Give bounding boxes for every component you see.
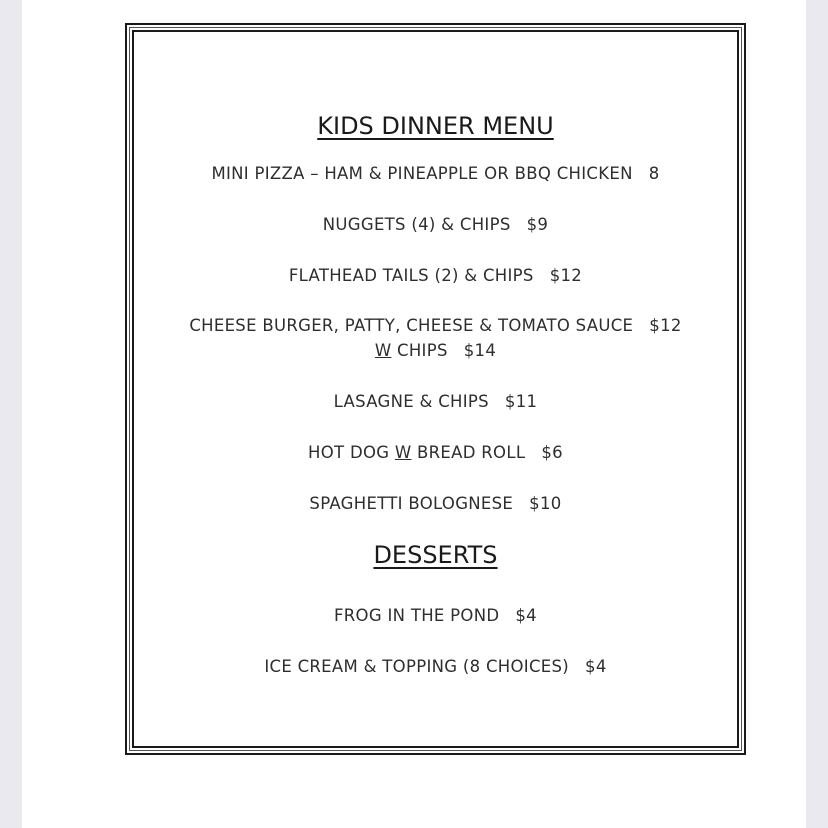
item-price: $12 xyxy=(649,316,682,335)
document-page xyxy=(22,0,806,828)
item-price: $10 xyxy=(529,494,562,513)
item-name: BREAD ROLL xyxy=(417,443,526,462)
dessert-item-ice-cream xyxy=(127,654,744,679)
dessert-item-frog-in-the-pond xyxy=(127,603,744,628)
item-price: $4 xyxy=(585,657,607,676)
menu-item-lasagne xyxy=(127,389,744,414)
item-name: SPAGHETTI BOLOGNESE xyxy=(309,494,514,513)
menu-item-hot-dog xyxy=(127,440,744,465)
item-price: $14 xyxy=(463,341,497,360)
menu-item-cheese-burger-chips xyxy=(127,338,744,363)
menu-content xyxy=(127,25,744,753)
menu-item-spaghetti xyxy=(127,491,744,516)
item-price: $9 xyxy=(526,215,549,234)
item-price: 8 xyxy=(648,164,660,183)
item-price: $12 xyxy=(549,266,583,285)
menu-item-mini-pizza xyxy=(127,161,744,186)
item-name: FROG IN THE POND xyxy=(334,606,500,625)
item-name: NUGGETS (4) & CHIPS xyxy=(322,215,511,234)
item-price: $4 xyxy=(515,606,537,625)
item-name: CHEESE BURGER, PATTY, CHEESE & TOMATO SAUCE xyxy=(189,316,634,335)
with-abbrev: W xyxy=(374,341,392,360)
menu-item-flathead-tails xyxy=(127,263,744,288)
item-name: MINI PIZZA – HAM & PINEAPPLE OR BBQ CHICKEN xyxy=(211,164,633,183)
desserts-title: DESSERTS xyxy=(373,541,498,569)
menu-border-frame xyxy=(125,23,746,755)
item-name: LASAGNE & CHIPS xyxy=(333,392,489,411)
menu-item-cheese-burger xyxy=(127,313,744,338)
with-abbrev: W xyxy=(394,443,412,462)
item-name: FLATHEAD TAILS (2) & CHIPS xyxy=(288,266,534,285)
menu-title: KIDS DINNER MENU xyxy=(317,112,554,140)
item-name: HOT DOG xyxy=(308,443,390,462)
menu-item-nuggets xyxy=(127,212,744,237)
item-name: CHIPS xyxy=(397,341,448,360)
item-price: $11 xyxy=(504,392,538,411)
item-name: ICE CREAM & TOPPING (8 CHOICES) xyxy=(264,657,570,676)
item-price: $6 xyxy=(541,443,563,462)
